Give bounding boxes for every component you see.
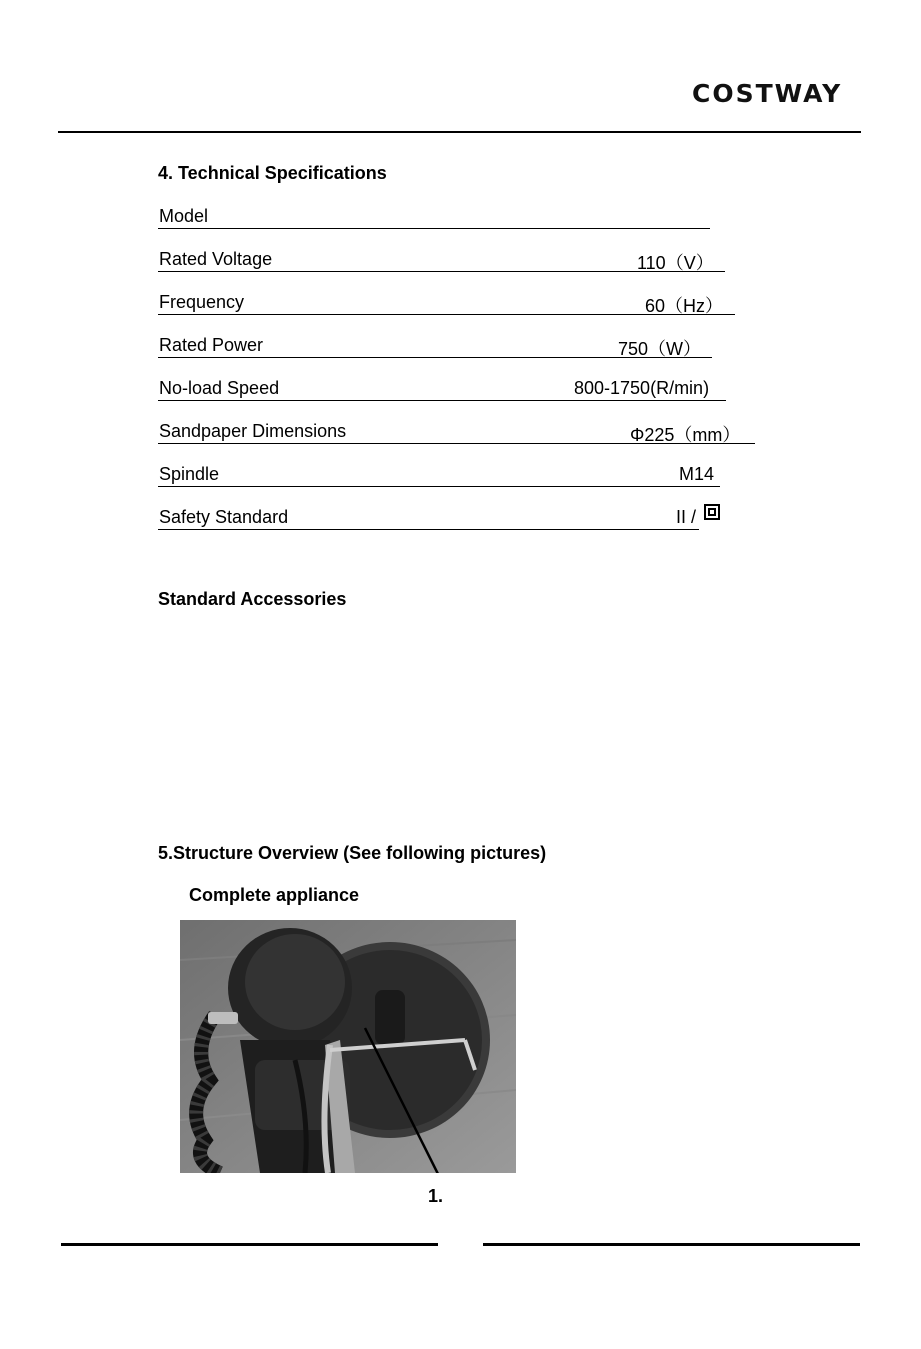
spec-row-sandpaper-dimensions — [158, 419, 755, 444]
spec-row-model — [158, 204, 710, 229]
spec-value: 800-1750(R/min) — [574, 378, 710, 398]
spec-label: Spindle — [159, 464, 220, 484]
spec-row-no-load-speed — [158, 376, 726, 401]
brand-logo: COSTWAY — [692, 79, 843, 108]
callout-label: 1. — [428, 1186, 444, 1206]
spec-label: Model — [159, 206, 209, 226]
spec-row-frequency — [158, 290, 735, 315]
spec-value: 60（Hz） — [645, 296, 724, 316]
spec-label: Safety Standard — [159, 507, 289, 527]
spec-row-rated-power — [158, 333, 712, 358]
spec-label: Sandpaper Dimensions — [159, 421, 347, 441]
spec-value: 110（V） — [637, 253, 714, 273]
spec-row-rated-voltage — [158, 247, 725, 272]
footer-rule-left — [61, 1243, 438, 1246]
spec-label: Rated Power — [159, 335, 264, 355]
complete-appliance-subheading: Complete appliance — [189, 885, 360, 905]
accessories-heading: Standard Accessories — [158, 589, 347, 609]
appliance-photo — [180, 920, 516, 1173]
spec-row-safety-standard — [158, 505, 699, 530]
footer-rule-right — [483, 1243, 860, 1246]
spec-row-spindle — [158, 462, 720, 487]
spec-label: No-load Speed — [159, 378, 280, 398]
spec-label: Frequency — [159, 292, 245, 312]
tech-specs-heading: 4. Technical Specifications — [158, 163, 387, 183]
structure-heading: 5.Structure Overview (See following pictures) — [158, 843, 547, 863]
spec-label: Rated Voltage — [159, 249, 273, 269]
spec-value: Φ225（mm） — [630, 425, 741, 445]
spec-value: II / — [676, 507, 697, 527]
header-divider — [58, 131, 861, 133]
spec-value: 750（W） — [618, 339, 702, 359]
double-insulation-icon — [704, 504, 720, 520]
spec-value: M14 — [679, 464, 715, 484]
